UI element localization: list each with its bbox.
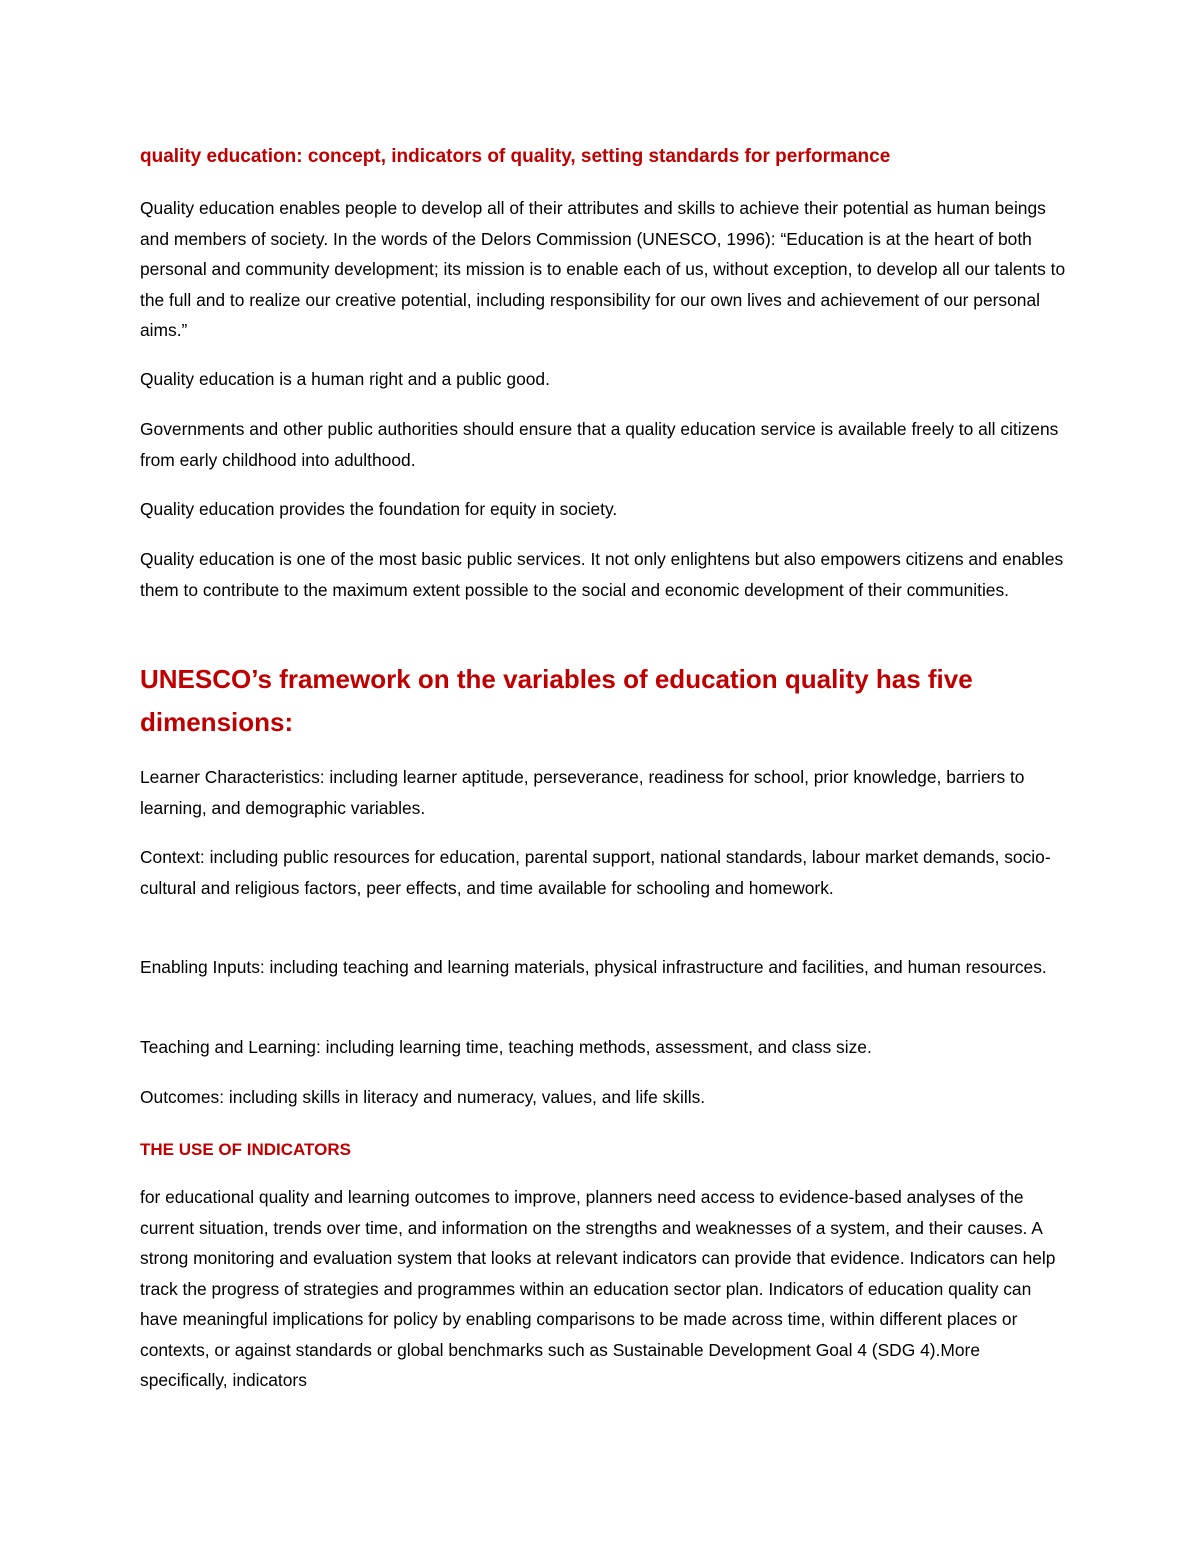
dimension-enabling-inputs: Enabling Inputs: including teaching and learning materials, physical infrastructure and facilities, and human resources.	[140, 957, 1047, 977]
framework-heading: UNESCO’s framework on the variables of education quality has five dimensions:	[140, 664, 973, 737]
document-title: quality education: concept, indicators of quality, setting standards for performance	[140, 146, 891, 167]
document-page	[140, 0, 1070, 1553]
dimension-outcomes: Outcomes: including skills in literacy and numeracy, values, and life skills.	[140, 1087, 706, 1107]
basic-service-paragraph: Quality education is one of the most basic public services. It not only enlightens but also empowers citizens and enables them to contribute to the maximum extent possible to the social and economic development of their communities.	[140, 549, 1064, 600]
human-right-paragraph: Quality education is a human right and a public good.	[140, 369, 550, 389]
dimension-context: Context: including public resources for education, parental support, national standards, labour market demands, socio-cultural and religious factors, peer effects, and time available for schooling and homework.	[140, 847, 1051, 898]
indicators-paragraph: for educational quality and learning outcomes to improve, planners need access to evidence-based analyses of the current situation, trends over time, and information on the strengths and weaknesses of a system, and their causes. A strong monitoring and evaluation system that looks at relevant indicators can provide that evidence. Indicators can help track the progress of strategies and programmes within an education sector plan. Indicators of education quality can have meaningful implications for policy by enabling comparisons to be made across time, within different places or contexts, or against standards or global benchmarks such as Sustainable Development Goal 4 (SDG 4).More specifically, indicators	[140, 1187, 1056, 1390]
dimension-learner-characteristics: Learner Characteristics: including learner aptitude, perseverance, readiness for school, prior knowledge, barriers to learning, and demographic variables.	[140, 767, 1025, 818]
intro-paragraph: Quality education enables people to develop all of their attributes and skills to achieve their potential as human beings and members of society. In the words of the Delors Commission (UNESCO, 1996): “Education is at the heart of both personal and community development; its mission is to enable each of us, without exception, to develop all our talents to the full and to realize our creative potential, including responsibility for our own lives and achievement of our personal aims.”	[140, 198, 1066, 340]
equity-paragraph: Quality education provides the foundation for equity in society.	[140, 499, 618, 519]
dimension-teaching-and-learning: Teaching and Learning: including learning time, teaching methods, assessment, and class size.	[140, 1037, 872, 1057]
indicators-heading: THE USE OF INDICATORS	[140, 1140, 351, 1159]
governments-paragraph: Governments and other public authorities should ensure that a quality education service is available freely to all citizens from early childhood into adulthood.	[140, 419, 1059, 470]
